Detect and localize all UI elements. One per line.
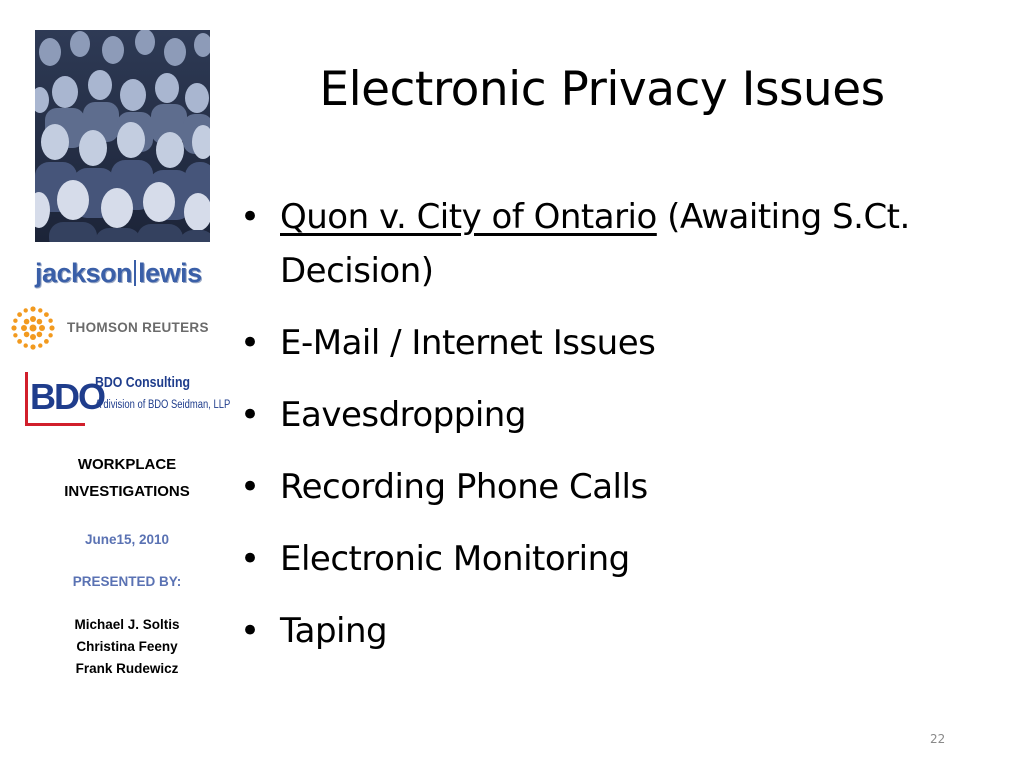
bullet-item: • Eavesdropping [240,388,940,442]
crowd-photo [35,30,210,242]
bullet-icon: • [240,611,260,651]
presenter-list [20,614,234,680]
event-date: June15, 2010 [84,532,170,547]
bullet-icon: • [240,539,260,579]
jackson-lewis-logo: jackson lewis [35,258,202,288]
bullet-icon: • [240,197,260,237]
bullet-list [240,190,940,676]
thomson-reuters-wordmark: THOMSON REUTERS [67,320,209,335]
bullet-item: • Quon v. City of Ontario (Awaiting S.Ct. Decision) [240,190,940,298]
presenter-name: Michael J. Soltis [74,617,180,632]
bullet-icon: • [240,467,260,507]
bdo-mark: BDO [25,372,85,426]
presenter-name: Christina Feeny [76,639,178,654]
bullet-icon: • [240,395,260,435]
bullet-item: • Electronic Monitoring [240,532,940,586]
bdo-subtitle: A division of BDO Seidman, LLP [95,399,231,411]
case-name: Quon v. City of Ontario [280,197,657,237]
presenter-name: Frank Rudewicz [75,661,179,676]
bdo-consulting-logo [25,372,231,430]
sidebar [0,0,230,768]
bullet-icon: • [240,323,260,363]
reuters-dots-icon [7,303,59,353]
bullet-item: • Recording Phone Calls [240,460,940,514]
bullet-item: • E-Mail / Internet Issues [240,316,940,370]
bdo-name: BDO Consulting [95,374,190,391]
presented-by-label: PRESENTED BY: [72,574,182,589]
slide-title: Electronic Privacy Issues [319,62,885,117]
event-title: WORKPLACE INVESTIGATIONS [64,456,190,500]
thomson-reuters-logo [7,303,227,353]
slide-number: 22 [930,732,946,746]
bullet-item: • Taping [240,604,940,658]
